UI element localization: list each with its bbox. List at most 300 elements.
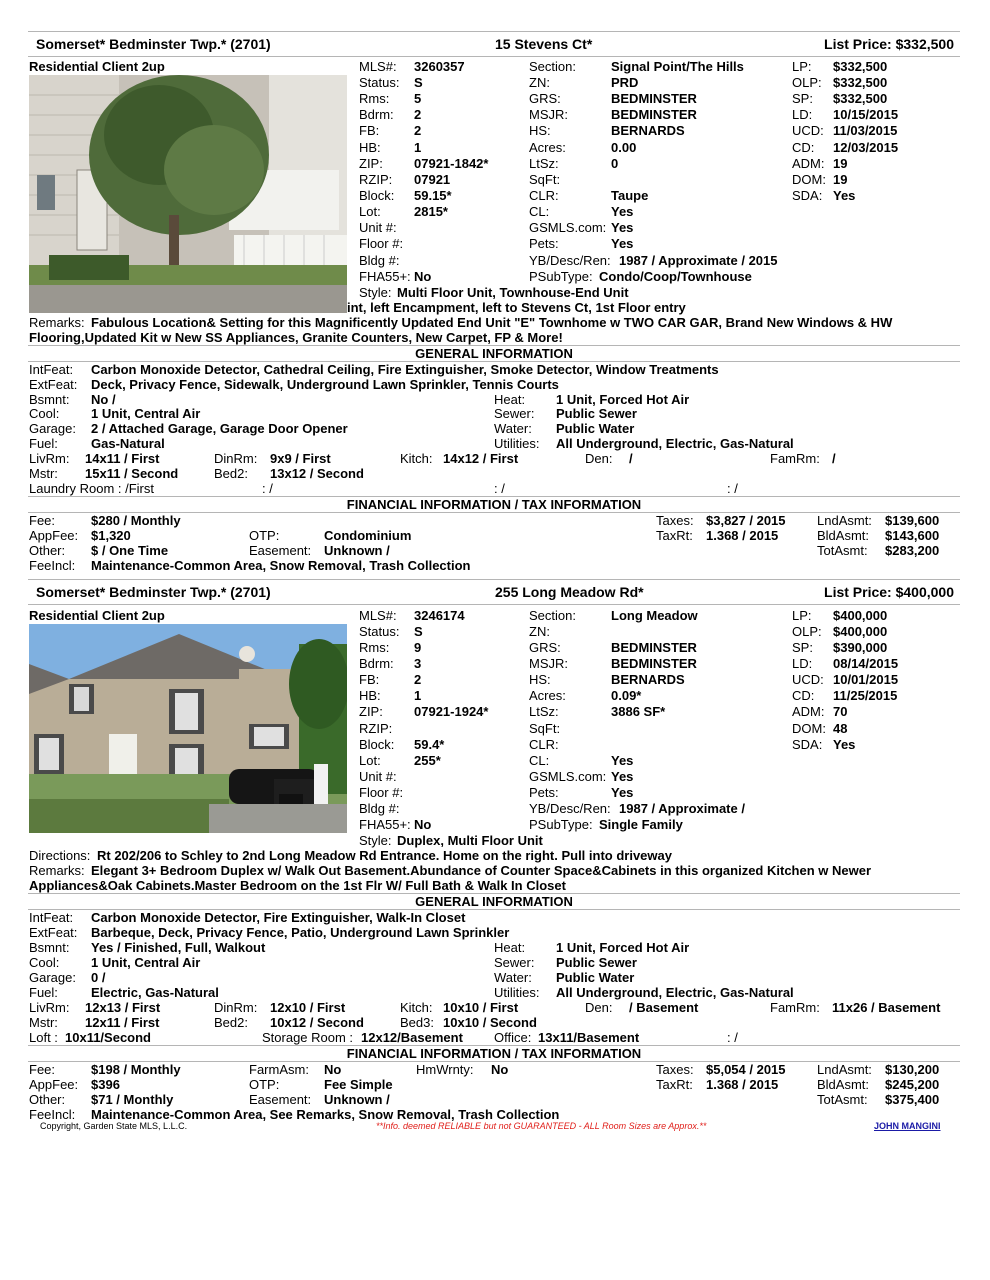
field-value: Yes	[611, 769, 634, 784]
room-label: Storage Room :	[262, 1030, 354, 1045]
field-value: $71 / Monthly	[91, 1092, 174, 1107]
field-label: Bdrm:	[359, 656, 394, 671]
field-value: 59.4*	[414, 737, 445, 752]
field-label: Block:	[359, 188, 395, 203]
field-value: 70	[833, 704, 848, 719]
copyright: Copyright, Garden State MLS, L.L.C.	[40, 1121, 188, 1131]
field-label: GSMLS.com:	[529, 769, 607, 784]
field-label: Acres:	[529, 688, 566, 703]
field-value: Maintenance-Common Area, See Remarks, Snow Removal, Trash Collection	[91, 1107, 560, 1122]
field-value: $1,320	[91, 528, 131, 543]
style-value: Duplex, Multi Floor Unit	[397, 833, 543, 848]
field-label: SP:	[792, 91, 813, 106]
room-extra: Laundry Room : /First	[29, 481, 154, 496]
room-value: 12x12/Basement	[361, 1030, 463, 1045]
field-label: DOM:	[792, 721, 826, 736]
field-label: Heat:	[494, 392, 526, 407]
field-value: Deck, Privacy Fence, Sidewalk, Underground Lawn Sprinkler, Tennis Courts	[91, 377, 559, 392]
field-value: Barbeque, Deck, Privacy Fence, Patio, Underground Lawn Sprinkler	[91, 925, 510, 940]
room-value: 11x26 / Basement	[832, 1000, 941, 1015]
field-label: Acres:	[529, 140, 566, 155]
field-label: Utilities:	[494, 985, 540, 1000]
field-value: 1 Unit, Forced Hot Air	[556, 940, 690, 955]
field-label: GSMLS.com:	[529, 220, 607, 235]
room-label: LivRm:	[29, 1000, 70, 1015]
field-value: 11/03/2015	[833, 123, 898, 138]
remarks-line-1: Elegant 3+ Bedroom Duplex w/ Walk Out Basement.Abundance of Counter Space&Cabinets in this organized Kitchen w Newer	[91, 863, 872, 878]
room-label: Mstr:	[29, 1015, 58, 1030]
field-value: Public Water	[556, 421, 635, 436]
field-value: All Underground, Electric, Gas-Natural	[556, 436, 794, 451]
field-value: 1.368 / 2015	[706, 528, 779, 543]
field-value: BEDMINSTER	[611, 640, 697, 655]
field-value: 1	[414, 140, 422, 155]
field-value: Single Family	[599, 817, 683, 832]
field-value: No	[491, 1062, 509, 1077]
field-label: Bldg #:	[359, 801, 400, 816]
field-value: 0.00	[611, 140, 637, 155]
field-value: Unknown /	[324, 1092, 390, 1107]
field-value: 3886 SF*	[611, 704, 666, 719]
field-label: ExtFeat:	[29, 925, 78, 940]
field-label: Lot:	[359, 204, 381, 219]
field-label: SDA:	[792, 737, 823, 752]
field-label: ZN:	[529, 624, 550, 639]
room-extra: : /	[494, 481, 505, 496]
field-label: SqFt:	[529, 721, 561, 736]
field-value: 1 Unit, Central Air	[91, 406, 201, 421]
field-value: 3246174	[414, 608, 465, 623]
field-value: 1987 / Approximate / 2015	[619, 253, 778, 268]
field-label: Easement:	[249, 1092, 312, 1107]
field-value: Yes	[611, 204, 634, 219]
field-value: $332,500	[833, 75, 888, 90]
field-label: Taxes:	[656, 1062, 694, 1077]
field-value: Yes	[611, 785, 634, 800]
field-value: 2815*	[414, 204, 448, 219]
header-area: Somerset* Bedminster Twp.* (2701)	[36, 36, 271, 52]
field-label: YB/Desc/Ren:	[529, 253, 611, 268]
client-label: Residential Client 2up	[29, 608, 165, 623]
field-value: Yes	[611, 236, 634, 251]
field-value: $283,200	[885, 543, 940, 558]
field-label: UCD:	[792, 123, 824, 138]
field-value: BEDMINSTER	[611, 91, 697, 106]
field-label: ZIP:	[359, 704, 383, 719]
field-label: OTP:	[249, 1077, 280, 1092]
field-value: $390,000	[833, 640, 888, 655]
field-value: 5	[414, 91, 422, 106]
room-extra: : /	[262, 481, 273, 496]
field-value: 19	[833, 172, 848, 187]
field-value: 1 Unit, Central Air	[91, 955, 201, 970]
room-label: Bed2:	[214, 466, 248, 481]
field-label: LP:	[792, 608, 812, 623]
field-label: PSubType:	[529, 269, 593, 284]
field-value: All Underground, Electric, Gas-Natural	[556, 985, 794, 1000]
field-value: $ / One Time	[91, 543, 169, 558]
field-label: Garage:	[29, 421, 76, 436]
field-value: BERNARDS	[611, 672, 685, 687]
field-label: ExtFeat:	[29, 377, 78, 392]
field-value: $400,000	[833, 608, 888, 623]
field-value: 59.15*	[414, 188, 452, 203]
field-value: $143,600	[885, 528, 940, 543]
field-label: Section:	[529, 608, 576, 623]
field-value: No	[324, 1062, 342, 1077]
field-label: Status:	[359, 75, 400, 90]
field-value: Public Water	[556, 970, 635, 985]
field-value: $3,827 / 2015	[706, 513, 786, 528]
field-label: LD:	[792, 656, 813, 671]
general-info-title: GENERAL INFORMATION	[415, 346, 573, 361]
field-label: Easement:	[249, 543, 312, 558]
room-value: / Basement	[629, 1000, 699, 1015]
room-label: Kitch:	[400, 451, 433, 466]
field-label: FeeIncl:	[29, 1107, 76, 1122]
field-label: Status:	[359, 624, 400, 639]
disclaimer: **Info. deemed RELIABLE but not GUARANTEED - ALL Room Sizes are Approx.**	[376, 1121, 707, 1131]
field-value: 11/25/2015	[833, 688, 898, 703]
field-value: $332,500	[833, 91, 888, 106]
field-label: Floor #:	[359, 236, 404, 251]
room-value: 10x10 / First	[443, 1000, 519, 1015]
field-value: Public Sewer	[556, 406, 637, 421]
field-label: FHA55+:	[359, 817, 411, 832]
room-label: : /	[727, 1030, 738, 1045]
field-value: $400,000	[833, 624, 888, 639]
field-label: CL:	[529, 204, 550, 219]
field-label: Bsmnt:	[29, 940, 70, 955]
financial-info-title: FINANCIAL INFORMATION / TAX INFORMATION	[346, 497, 642, 512]
header-address: 255 Long Meadow Rd*	[495, 584, 644, 600]
field-value: BEDMINSTER	[611, 107, 697, 122]
field-value: $245,200	[885, 1077, 940, 1092]
room-label: DinRm:	[214, 451, 258, 466]
field-label: Cool:	[29, 406, 60, 421]
field-value: $130,200	[885, 1062, 940, 1077]
field-value: 07921	[414, 172, 451, 187]
field-label: Fuel:	[29, 436, 58, 451]
room-value: /	[629, 451, 633, 466]
field-label: Water:	[494, 421, 532, 436]
field-value: Condo/Coop/Townhouse	[599, 269, 752, 284]
field-label: IntFeat:	[29, 362, 74, 377]
field-value: BEDMINSTER	[611, 656, 697, 671]
field-label: Bldg #:	[359, 253, 400, 268]
field-label: Heat:	[494, 940, 526, 955]
field-label: RZIP:	[359, 172, 393, 187]
field-value: $198 / Monthly	[91, 1062, 181, 1077]
field-label: SDA:	[792, 188, 823, 203]
field-value: Yes	[611, 220, 634, 235]
remarks-label: Remarks:	[29, 863, 85, 878]
remarks-line-2: Appliances&Oak Cabinets.Master Bedroom on the 1st Flr W/ Full Bath & Walk In Closet	[29, 878, 566, 893]
field-label: CD:	[792, 140, 815, 155]
agent-link[interactable]: JOHN MANGINI	[874, 1121, 941, 1131]
field-label: Block:	[359, 737, 395, 752]
field-label: FarmAsm:	[249, 1062, 309, 1077]
field-label: LndAsmt:	[817, 513, 872, 528]
field-value: 19	[833, 156, 848, 171]
field-label: Other:	[29, 543, 66, 558]
field-label: Sewer:	[494, 955, 535, 970]
field-label: SqFt:	[529, 172, 561, 187]
divider	[28, 579, 960, 580]
room-value: 10x11/Second	[65, 1030, 151, 1045]
general-info-title: GENERAL INFORMATION	[415, 894, 573, 909]
room-extra: : /	[727, 481, 738, 496]
divider	[28, 604, 960, 605]
field-label: FeeIncl:	[29, 558, 76, 573]
room-value: 14x11 / First	[85, 451, 160, 466]
field-label: OTP:	[249, 528, 280, 543]
field-label: OLP:	[792, 75, 822, 90]
field-value: Electric, Gas-Natural	[91, 985, 219, 1000]
duplex-photo-icon	[29, 624, 347, 833]
room-label: DinRm:	[214, 1000, 258, 1015]
field-label: AppFee:	[29, 1077, 79, 1092]
field-label: HS:	[529, 672, 551, 687]
field-label: ZIP:	[359, 156, 383, 171]
field-label: Water:	[494, 970, 532, 985]
financial-info-title: FINANCIAL INFORMATION / TAX INFORMATION	[346, 1046, 642, 1061]
field-value: S	[414, 75, 423, 90]
remarks-label: Remarks:	[29, 315, 85, 330]
field-label: Sewer:	[494, 406, 535, 421]
field-label: BldAsmt:	[817, 1077, 870, 1092]
field-value: Condominium	[324, 528, 412, 543]
divider	[28, 31, 960, 32]
room-value: 10x10 / Second	[443, 1015, 537, 1030]
field-label: Pets:	[529, 785, 559, 800]
field-value: $375,400	[885, 1092, 940, 1107]
field-label: ZN:	[529, 75, 550, 90]
field-value: 08/14/2015	[833, 656, 899, 671]
field-label: Utilities:	[494, 436, 540, 451]
field-value: Carbon Monoxide Detector, Cathedral Ceiling, Fire Extinguisher, Smoke Detector, Window Treatments	[91, 362, 719, 377]
field-label: LP:	[792, 59, 812, 74]
field-label: RZIP:	[359, 721, 393, 736]
field-label: Other:	[29, 1092, 66, 1107]
client-label: Residential Client 2up	[29, 59, 165, 74]
field-label: MSJR:	[529, 656, 568, 671]
field-value: $396	[91, 1077, 120, 1092]
header-address: 15 Stevens Ct*	[495, 36, 593, 52]
field-label: HmWrnty:	[416, 1062, 474, 1077]
style-label: Style:	[359, 833, 392, 848]
field-label: FHA55+:	[359, 269, 411, 284]
field-value: $280 / Monthly	[91, 513, 181, 528]
field-label: Unit #:	[359, 220, 397, 235]
field-value: 10/15/2015	[833, 107, 899, 122]
field-label: ADM:	[792, 156, 825, 171]
header-list-price: List Price: $332,500	[824, 36, 954, 52]
field-value: BERNARDS	[611, 123, 685, 138]
directions-label: Directions:	[29, 848, 91, 863]
field-label: HB:	[359, 140, 381, 155]
field-value: Carbon Monoxide Detector, Fire Extinguisher, Walk-In Closet	[91, 910, 466, 925]
field-value: $5,054 / 2015	[706, 1062, 786, 1077]
field-value: 1 Unit, Forced Hot Air	[556, 392, 690, 407]
field-value: 2	[414, 107, 422, 122]
field-value: $139,600	[885, 513, 940, 528]
room-label: Den:	[585, 451, 613, 466]
field-value: 9	[414, 640, 422, 655]
field-label: Pets:	[529, 236, 559, 251]
field-label: Unit #:	[359, 769, 397, 784]
field-value: 2 / Attached Garage, Garage Door Opener	[91, 421, 348, 436]
room-value: 12x13 / First	[85, 1000, 161, 1015]
field-label: AppFee:	[29, 528, 79, 543]
townhouse-photo-icon	[29, 75, 347, 313]
field-label: Rms:	[359, 640, 390, 655]
header-area: Somerset* Bedminster Twp.* (2701)	[36, 584, 271, 600]
field-label: YB/Desc/Ren:	[529, 801, 611, 816]
field-value: 1.368 / 2015	[706, 1077, 779, 1092]
room-label: FamRm:	[770, 1000, 820, 1015]
field-label: CLR:	[529, 737, 559, 752]
field-label: ADM:	[792, 704, 825, 719]
field-label: MLS#:	[359, 608, 397, 623]
field-value: 10/01/2015	[833, 672, 899, 687]
field-label: GRS:	[529, 640, 561, 655]
field-label: TotAsmt:	[817, 543, 868, 558]
room-value: 13x11/Basement	[538, 1030, 640, 1045]
room-value: 10x12 / Second	[270, 1015, 364, 1030]
field-label: FB:	[359, 123, 380, 138]
field-value: S	[414, 624, 423, 639]
field-label: TaxRt:	[656, 528, 693, 543]
room-value: 13x12 / Second	[270, 466, 364, 481]
field-label: Lot:	[359, 753, 381, 768]
field-label: LtSz:	[529, 156, 559, 171]
field-label: OLP:	[792, 624, 822, 639]
field-label: Fee:	[29, 513, 56, 528]
field-value: 07921-1842*	[414, 156, 489, 171]
field-value: 1	[414, 688, 422, 703]
field-label: Floor #:	[359, 785, 404, 800]
field-value: Long Meadow	[611, 608, 698, 623]
field-value: Unknown /	[324, 543, 390, 558]
divider	[28, 56, 960, 57]
directions-value: Rt 202/206 to Schley to 2nd Long Meadow Rd Entrance. Home on the right. Pull into driveway	[97, 848, 672, 863]
field-value: Fee Simple	[324, 1077, 393, 1092]
field-value: $332,500	[833, 59, 888, 74]
directions-fragment: int, left Encampment, left to Stevens Ct, 1st Floor entry	[347, 300, 686, 315]
field-label: HS:	[529, 123, 551, 138]
room-label: FamRm:	[770, 451, 820, 466]
field-label: Section:	[529, 59, 576, 74]
room-label: LivRm:	[29, 451, 70, 466]
field-value: Yes / Finished, Full, Walkout	[91, 940, 266, 955]
field-label: TotAsmt:	[817, 1092, 868, 1107]
field-label: Bdrm:	[359, 107, 394, 122]
field-label: CL:	[529, 753, 550, 768]
field-value: 255*	[414, 753, 441, 768]
field-label: Garage:	[29, 970, 76, 985]
field-value: 07921-1924*	[414, 704, 489, 719]
field-label: CD:	[792, 688, 815, 703]
header-list-price: List Price: $400,000	[824, 584, 954, 600]
room-value: 14x12 / First	[443, 451, 519, 466]
style-label: Style:	[359, 285, 392, 300]
field-label: CLR:	[529, 188, 559, 203]
field-value: 2	[414, 123, 422, 138]
field-label: SP:	[792, 640, 813, 655]
field-value: Maintenance-Common Area, Snow Removal, Trash Collection	[91, 558, 471, 573]
field-value: PRD	[611, 75, 639, 90]
room-label: Den:	[585, 1000, 613, 1015]
field-label: TaxRt:	[656, 1077, 693, 1092]
field-label: LtSz:	[529, 704, 559, 719]
field-label: MSJR:	[529, 107, 568, 122]
room-label: Bed3:	[400, 1015, 434, 1030]
field-value: 1987 / Approximate /	[619, 801, 745, 816]
room-label: Office:	[494, 1030, 532, 1045]
field-label: Taxes:	[656, 513, 694, 528]
room-value: 12x11 / First	[85, 1015, 160, 1030]
field-label: Fuel:	[29, 985, 58, 1000]
field-label: IntFeat:	[29, 910, 74, 925]
field-value: 0 /	[91, 970, 106, 985]
field-label: Bsmnt:	[29, 392, 70, 407]
field-label: GRS:	[529, 91, 561, 106]
room-label: Kitch:	[400, 1000, 433, 1015]
field-label: HB:	[359, 688, 381, 703]
field-label: Cool:	[29, 955, 60, 970]
field-value: Taupe	[611, 188, 649, 203]
field-label: MLS#:	[359, 59, 397, 74]
listing-photo[interactable]	[29, 75, 347, 313]
field-value: Yes	[611, 753, 634, 768]
field-value: No	[414, 817, 432, 832]
remarks-line-1: Fabulous Location& Setting for this Magnificently Updated End Unit "E" Townhome w TWO CAR GAR, Brand New Windows & HW	[91, 315, 893, 330]
field-label: Fee:	[29, 1062, 56, 1077]
field-value: Public Sewer	[556, 955, 637, 970]
field-label: BldAsmt:	[817, 528, 870, 543]
field-label: PSubType:	[529, 817, 593, 832]
field-value: 3260357	[414, 59, 465, 74]
field-value: Signal Point/The Hills	[611, 59, 744, 74]
field-label: FB:	[359, 672, 380, 687]
style-value: Multi Floor Unit, Townhouse-End Unit	[397, 285, 629, 300]
field-value: Yes	[833, 188, 856, 203]
field-label: UCD:	[792, 672, 824, 687]
field-value: 48	[833, 721, 848, 736]
room-value: 12x10 / First	[270, 1000, 346, 1015]
field-label: LD:	[792, 107, 813, 122]
room-value: 9x9 / First	[270, 451, 331, 466]
field-value: 0	[611, 156, 619, 171]
room-label: Loft :	[29, 1030, 58, 1045]
field-label: Rms:	[359, 91, 390, 106]
field-value: No /	[91, 392, 116, 407]
room-label: Mstr:	[29, 466, 58, 481]
room-label: Bed2:	[214, 1015, 248, 1030]
room-value: /	[832, 451, 836, 466]
field-value: 12/03/2015	[833, 140, 899, 155]
field-value: No	[414, 269, 432, 284]
listing-photo[interactable]	[29, 624, 347, 833]
field-value: Gas-Natural	[91, 436, 165, 451]
field-value: 2	[414, 672, 422, 687]
field-value: 0.09*	[611, 688, 642, 703]
remarks-line-2: Flooring,Updated Kit w New SS Appliances, Granite Counters, New Carpet, FP & More!	[29, 330, 563, 345]
field-label: LndAsmt:	[817, 1062, 872, 1077]
field-value: Yes	[833, 737, 856, 752]
field-value: 3	[414, 656, 422, 671]
